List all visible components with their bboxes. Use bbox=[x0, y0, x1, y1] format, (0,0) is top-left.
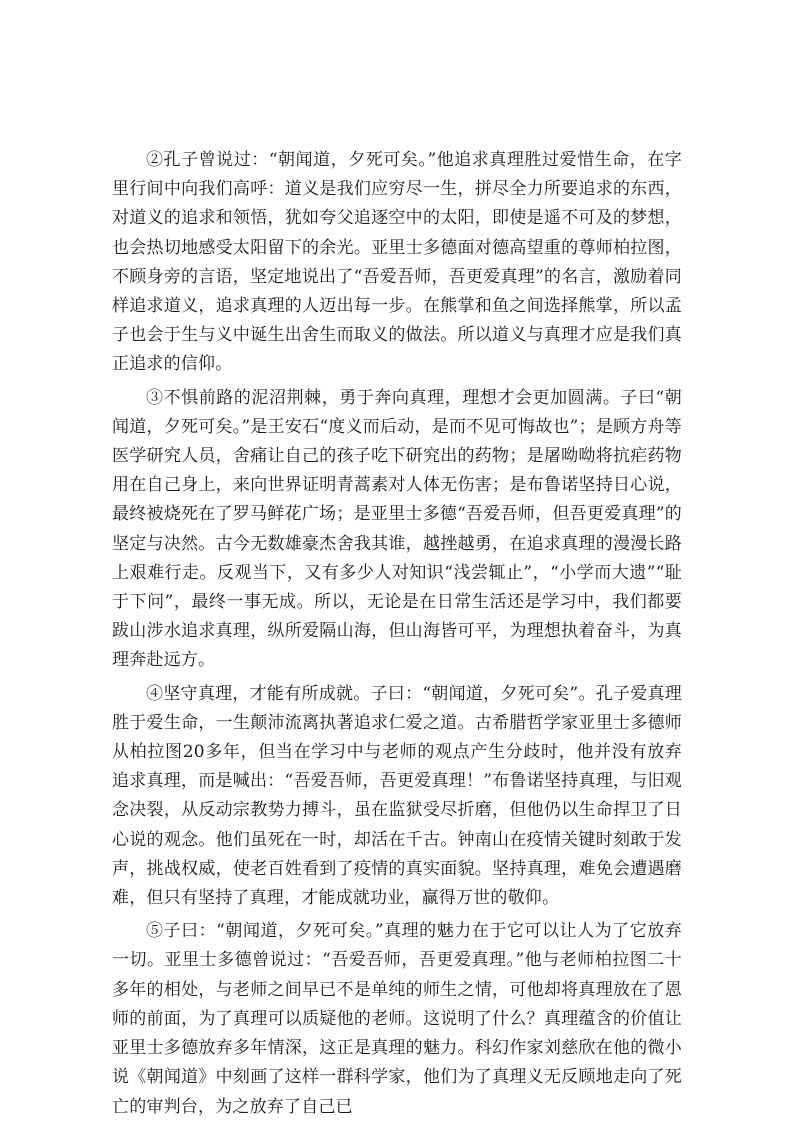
paragraph-3: ③不惧前路的泥沼荆棘，勇于奔向真理，理想才会更加圆满。子曰“朝闻道，夕死可矣。”是王安石“度义而后动，是而不见可悔故也”；是顾方舟等医学研究人员，舍痛让自己的孩子吃下研究出的药物；是屠呦呦将抗疟药物用在自己身上，来向世界证明青蒿素对人体无伤害；是布鲁诺坚持日心说，最终被烧死在了罗马鲜花广场；是亚里士多德“吾爱吾师，但吾更爱真理”的坚定与决然。古今无数雄豪杰舍我其谁，越挫越勇，在追求真理的漫漫长路上艰难行走。反观当下，又有多少人对知识“浅尝辄止”，“小学而大遗”“耻于下问”，最终一事无成。所以，无论是在日常生活还是学习中，我们都要跋山涉水追求真理，纵所爱隔山海，但山海皆可平，为理想执着奋斗，为真理奔赴远方。 bbox=[112, 387, 682, 671]
paragraph-4: ④坚守真理，才能有所成就。子曰：“朝闻道，夕死可矣”。孔子爱真理胜于爱生命，一生颠沛流离执著追求仁爱之道。古希腊哲学家亚里士多德师从柏拉图20多年，但当在学习中与老师的观点产生分歧时，他并没有放弃追求真理，而是喊出：“吾爱吾师，吾更爱真理！”布鲁诺坚持真理，与旧观念决裂，从反动宗教势力搏斗，虽在监狱受尽折磨，但他仍以生命捍卫了日心说的观念。他们虽死在一时，却活在千古。钟南山在疫情关键时刻敢于发声，挑战权威，使老百姓看到了疫情的真实面貌。坚持真理，难免会遭遇磨难，但只有坚持了真理，才能成就功业，赢得万世的敬仰。 bbox=[112, 683, 682, 909]
paragraph-2: ②孔子曾说过：“朝闻道，夕死可矣。”他追求真理胜过爱惜生命，在字里行间中向我们高呼：道义是我们应穷尽一生，拼尽全力所要追求的东西，对道义的追求和领悟，犹如夸父追逐空中的太阳，即使是遥不可及的梦想，也会热切地感受太阳留下的余光。亚里士多德面对德高望重的尊师柏拉图，不顾身旁的言语，坚定地说出了“吾爱吾师，吾更爱真理”的名言，激励着同样追求道义，追求真理的人迈出每一步。在熊掌和鱼之间选择熊掌，所以孟子也会于生与义中诞生出舍生而取义的做法。所以道义与真理才应是我们真正追求的信仰。 bbox=[112, 150, 682, 375]
document-page bbox=[112, 146, 682, 1126]
paragraph-5: ⑤子曰：“朝闻道，夕死可矣。”真理的魅力在于它可以让人为了它放弃一切。亚里士多德曾说过：“吾爱吾师，吾更爱真理。”他与老师柏拉图二十多年的相处，与老师之间早已不是单纯的师生之情，可他却将真理放在了恩师的前面，为了真理可以质疑他的老师。这说明了什么？真理蕴含的价值让亚里士多德放弃多年情深，这正是真理的魅力。科幻作家刘慈欣在他的微小说《朝闻道》中刻画了这样一群科学家，他们为了真理义无反顾地走向了死亡的审判台，为之放弃了自己已 bbox=[112, 921, 682, 1117]
